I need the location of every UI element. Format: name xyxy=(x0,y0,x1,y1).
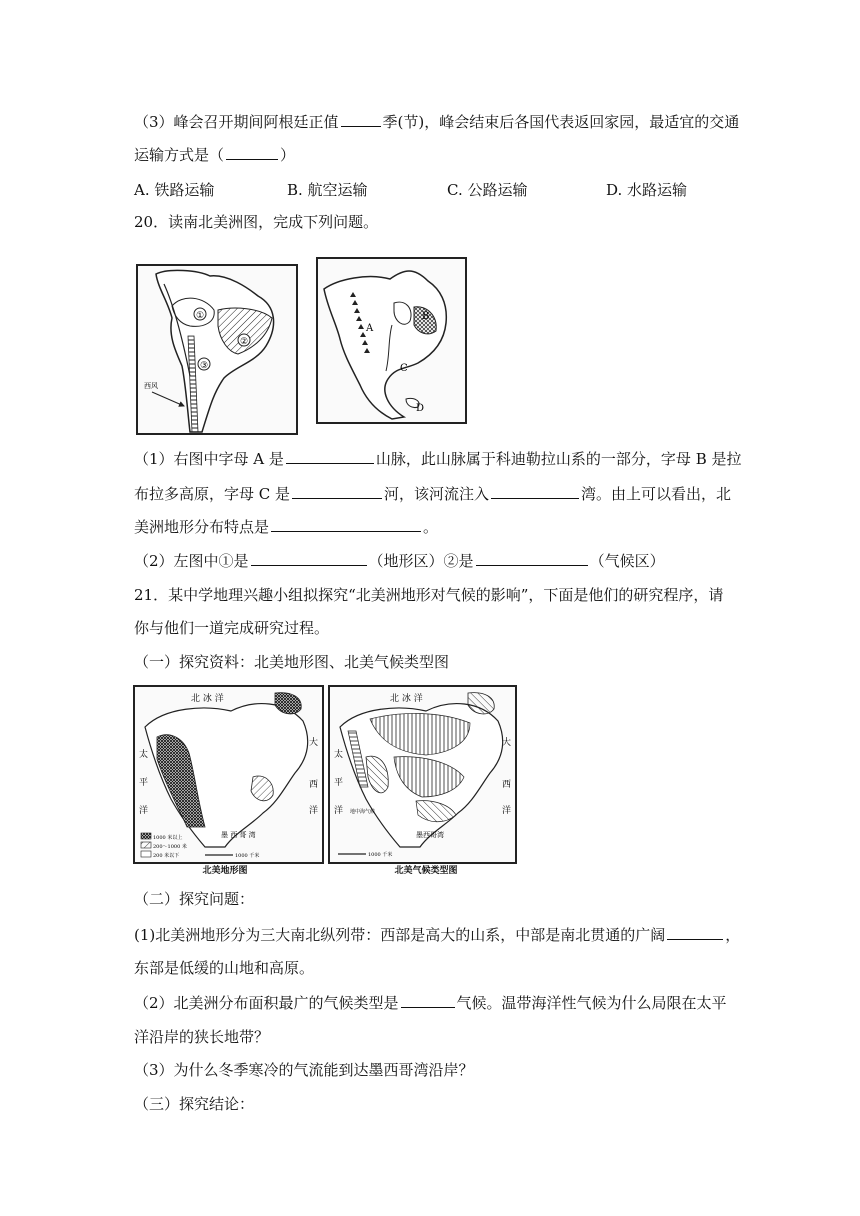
q20-sub1-text-g: 。 xyxy=(423,518,439,536)
q20-sub1-text-c: 布拉多高原，字母 C 是 xyxy=(134,485,291,503)
label-2: ② xyxy=(239,337,249,347)
climate-atlantic-2: 西 xyxy=(502,780,512,790)
q20-sub1-text-e: 湾。由上可以看出，北 xyxy=(581,485,732,503)
climate-pacific-1: 太 xyxy=(334,750,344,760)
q21-sub2-line2: 洋沿岸的狭长地带？ xyxy=(134,1028,270,1046)
climate-arctic-label: 北 冰 洋 xyxy=(390,694,423,704)
terrain-pacific-3: 洋 xyxy=(139,806,149,816)
answer-blank[interactable] xyxy=(286,449,374,464)
legend-high: 1000 米以上 xyxy=(153,835,183,841)
q21-sub1-line1 xyxy=(134,925,740,945)
q21-stem-line1: 21．某中学地理兴趣小组拟探究“北美洲地形对气候的影响”，下面是他们的研究程序，请 xyxy=(134,586,724,604)
q20-sub1-line2 xyxy=(134,484,731,504)
answer-blank[interactable] xyxy=(476,551,588,566)
south-america-map xyxy=(136,264,298,435)
q21-part1: （一）探究资料：北美地形图、北美气候类型图 xyxy=(134,653,450,671)
terrain-arctic-label: 北 冰 洋 xyxy=(191,694,224,704)
q19-sub3-text-d: ） xyxy=(280,146,296,164)
answer-blank[interactable] xyxy=(667,925,723,940)
climate-atlantic-1: 大 xyxy=(502,738,512,748)
climate-map xyxy=(328,685,517,864)
westerly-arrow xyxy=(152,392,184,406)
legend-low: 200 米以下 xyxy=(153,853,180,859)
climate-pacific-3: 洋 xyxy=(334,806,344,816)
north-america-outline xyxy=(324,271,446,419)
q20-sub1-text-b: 山脉，此山脉属于科迪勒拉山系的一部分，字母 B 是拉 xyxy=(375,450,742,468)
q20-sub2-text-b: （地形区）②是 xyxy=(368,552,474,570)
answer-blank[interactable] xyxy=(401,993,455,1008)
terrain-pacific-1: 太 xyxy=(139,750,149,760)
climate-map-caption: 北美气候类型图 xyxy=(394,866,458,876)
climate-pacific-2: 平 xyxy=(334,778,344,788)
terrain-pacific-2: 平 xyxy=(139,778,149,788)
label-3: ③ xyxy=(199,361,209,371)
q19-sub3-line2 xyxy=(134,145,295,165)
q20-sub2-text-c: （气候区） xyxy=(589,552,665,570)
q21-stem-line2: 你与他们一道完成研究过程。 xyxy=(134,619,330,637)
q20-sub1-text-a: （1）右图中字母 A 是 xyxy=(134,450,284,468)
q19-option-b[interactable]: B. 航空运输 xyxy=(287,181,368,199)
terrain-scale-label: 1000 千米 xyxy=(235,853,260,859)
north-america-map xyxy=(316,257,467,424)
q20-sub2-text-a: （2）左图中①是 xyxy=(134,552,249,570)
south-america-outline xyxy=(156,270,274,432)
answer-blank[interactable] xyxy=(271,517,421,532)
q21-part2: （二）探究问题： xyxy=(134,890,255,908)
q21-sub2-text-b: 气候。温带海洋性气候为什么局限在太平 xyxy=(456,994,727,1012)
label-b: B xyxy=(422,311,430,322)
q19-option-a[interactable]: A. 铁路运输 xyxy=(134,181,215,199)
q21-part3: （三）探究结论： xyxy=(134,1095,255,1113)
q19-sub3-text-a: （3）峰会召开期间阿根廷正值 xyxy=(134,113,339,131)
q20-sub1-line1 xyxy=(134,449,741,469)
q19-sub3-text-c: 运输方式是（ xyxy=(134,146,225,164)
climate-scale-label: 1000 千米 xyxy=(368,852,393,858)
q19-sub3-line1 xyxy=(134,112,739,132)
q20-sub1-text-d: 河，该河流注入 xyxy=(384,485,490,503)
climate-mediterranean-label: 地中海气候 xyxy=(350,809,376,815)
q21-sub3: （3）为什么冬季寒冷的气流能到达墨西哥湾沿岸？ xyxy=(134,1061,474,1079)
terrain-gulf-label: 墨 西 哥 湾 xyxy=(221,831,256,839)
label-a: A xyxy=(366,323,374,334)
q21-sub2-line1 xyxy=(134,993,727,1013)
q19-option-d[interactable]: D. 水路运输 xyxy=(606,181,688,199)
legend-mid: 200～1000 米 xyxy=(153,844,187,850)
q20-sub1-line3 xyxy=(134,517,438,537)
answer-blank[interactable] xyxy=(251,551,367,566)
terrain-map xyxy=(133,685,324,864)
q21-sub1-text-b: ， xyxy=(725,926,741,944)
terrain-legend xyxy=(141,833,187,859)
q20-sub1-text-f: 美洲地形分布特点是 xyxy=(134,518,270,536)
label-d: D xyxy=(416,403,425,414)
terrain-atlantic-3: 洋 xyxy=(309,806,319,816)
climate-atlantic-3: 洋 xyxy=(502,806,512,816)
climate-gulf-label: 墨西哥湾 xyxy=(416,831,444,839)
answer-blank[interactable] xyxy=(226,145,278,160)
q21-sub1-text-a: (1)北美洲地形分为三大南北纵列带：西部是高大的山系，中部是南北贯通的广阔 xyxy=(134,926,666,944)
westerly-label: 西风 xyxy=(144,382,158,390)
terrain-atlantic-2: 西 xyxy=(309,780,319,790)
q21-sub2-text-a: （2）北美洲分布面积最广的气候类型是 xyxy=(134,994,399,1012)
q21-sub1-line2: 东部是低缓的山地和高原。 xyxy=(134,959,315,977)
terrain-map-caption: 北美地形图 xyxy=(202,866,248,876)
answer-blank[interactable] xyxy=(341,112,381,127)
answer-blank[interactable] xyxy=(292,484,382,499)
q20-sub2-line xyxy=(134,551,665,571)
q19-sub3-text-b: 季(节)，峰会结束后各国代表返回家园，最适宜的交通 xyxy=(382,113,740,131)
q20-stem: 20．读南北美洲图，完成下列问题。 xyxy=(134,213,379,231)
label-c: C xyxy=(400,363,408,374)
label-1: ① xyxy=(195,311,205,321)
answer-blank[interactable] xyxy=(491,484,579,499)
q19-option-c[interactable]: C. 公路运输 xyxy=(447,181,528,199)
terrain-atlantic-1: 大 xyxy=(309,738,319,748)
